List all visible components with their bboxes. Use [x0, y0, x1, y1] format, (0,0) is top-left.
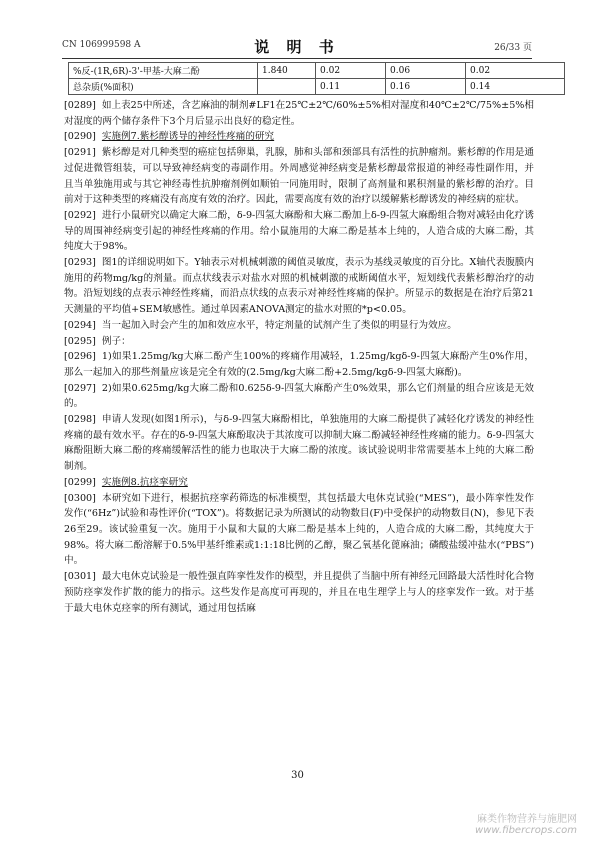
table-cell: 0.02 — [316, 63, 386, 79]
paragraph-0293 — [64, 255, 534, 318]
paragraph-text: 1)如果1.25mg/kg大麻二酚产生100%的疼痛作用减轻，1.25mg/kgδ-9-四氢大麻酚产生0%作用，那么一起加入的那些剂量应该是完全有效的(2.5mg/kg大麻二酚+2.5mg/kgδ-9-四氢大麻酚)。 — [64, 351, 534, 378]
paragraph-0299 — [64, 475, 534, 491]
table-cell: 0.11 — [316, 79, 386, 95]
table-cell: 0.06 — [386, 63, 466, 79]
paragraph-number: [0295] — [64, 335, 96, 347]
table-cell: 0.14 — [466, 79, 565, 95]
paragraph-number: [0298] — [64, 414, 96, 426]
paragraph-number: [0290] — [64, 131, 96, 143]
paragraph-0289 — [64, 98, 534, 129]
page-header — [62, 36, 532, 56]
page-info: 26/33 页 — [494, 43, 532, 53]
paragraph-number: [0299] — [64, 476, 96, 488]
paragraph-0301 — [64, 569, 534, 616]
paragraph-0292 — [64, 208, 534, 255]
paragraph-0300 — [64, 491, 534, 570]
paragraph-number: [0297] — [64, 382, 96, 394]
paragraph-0291 — [64, 145, 534, 208]
stability-table — [68, 62, 565, 95]
section-heading: 实施例7.紫杉醇诱导的神经性疼痛的研究 — [101, 131, 275, 143]
paragraph-0290 — [64, 129, 534, 145]
paragraph-number: [0300] — [64, 492, 96, 504]
paragraph-text: 紫杉醇是对几种类型的癌症包括卵巢，乳腺，肺和头部和颈部具有活性的抗肿瘤剂。紫杉醇的作用是通过促进微管组装，可以导致神经病变的毒副作用。外周感觉神经病变是紫杉醇最常报道的神经毒性副作用，并且当单独施用或与其它神经毒性抗肿瘤剂例如顺铂一同施用时，限制了高剂量和累积剂量的紫杉醇的治疗。目前对于这种类型的疼痛没有高度有效的治疗。因此，需要高度有效的治疗以缓解紫杉醇诱发的神经病的症状。 — [64, 147, 534, 206]
paragraph-text: 当一起加入时会产生的加和效应水平，特定剂量的试剂产生了类似的明显行为效应。 — [101, 319, 457, 331]
paragraph-number: [0292] — [64, 209, 96, 221]
watermark-url: www.fibercrops.com — [475, 825, 577, 836]
paragraph-text: 2)如果0.625mg/kg大麻二酚和0.625δ-9-四氢大麻酚产生0%效果，那么它们剂量的组合应该是无效的。 — [64, 382, 534, 410]
paragraph-text: 申请人发现(如图1所示)，与δ-9-四氢大麻酚相比，单独施用的大麻二酚提供了减轻化疗诱发的神经性疼痛的最有效水平。存在的δ-9-四氢大麻酚取决于其浓度可以抑制大麻二酚减轻神经性疼痛的能力。δ-9-四氢大麻酚阻断大麻二酚的疼痛缓解活性的能力也取决于大麻二酚的浓度。该试验说明非常需要基本上纯的大麻二酚制剂。 — [64, 414, 534, 473]
table-cell: 0.16 — [386, 79, 466, 95]
section-heading: 实施例8.抗痉挛研究 — [101, 476, 188, 488]
paragraph-number: [0291] — [64, 147, 96, 159]
paragraph-number: [0294] — [64, 319, 96, 331]
table-cell — [258, 79, 316, 95]
paragraph-0296 — [64, 349, 534, 380]
page-number: 30 — [291, 770, 304, 781]
watermark-site-name: 麻类作物营养与施肥网 — [477, 814, 577, 825]
table-cell: 总杂质(%面积) — [69, 79, 258, 95]
document-body — [64, 98, 534, 616]
paragraph-text: 进行小鼠研究以确定大麻二酚，δ-9-四氢大麻酚和大麻二酚加上δ-9-四氢大麻酚组合物对减轻由化疗诱导的周围神经病变引起的神经性疼痛的作用。给小鼠施用的大麻二酚是基本上纯的，人造合成的大麻二酚，其纯度大于98%。 — [64, 209, 534, 253]
paragraph-number: [0301] — [64, 571, 96, 583]
paragraph-text: 图1的详细说明如下。Y轴表示对机械刺激的阈值灵敏度，表示为基线灵敏度的百分比。X轴代表腹膜内施用的药物mg/kg的剂量。而点状线表示对盐水对照的机械刺激的戒断阈值水平，短划线代表紫杉醇治疗的动物。沿短划线的点表示神经性疼痛，而沿点状线的点表示对神经性疼痛的保护。所显示的数据是在治疗后第21天测量的平均值+SEM敏感性。通过单因素ANOVA测定的盐水对照的*p<0.05。 — [64, 257, 534, 316]
watermark — [475, 810, 577, 836]
paragraph-0297 — [64, 381, 534, 412]
paragraph-text: 如上表25中所述，含艺麻油的制剂#LF1在25℃±2℃/60%±5%相对湿度和40℃±2℃/75%±5%相对湿度的两个储存条件下3个月后显示出良好的稳定性。 — [64, 100, 535, 127]
table-row — [69, 79, 565, 95]
table-row — [69, 63, 565, 79]
paragraph-number: [0293] — [64, 257, 96, 269]
paragraph-text: 最大电休克试验是一般性强直阵挛性发作的模型，并且提供了当脑中所有神经元回路最大活性时化合物预防痉挛发作扩散的能力的指示。这些发作是高度可再现的，并且在电生理学上与人的痉挛发作一致。对于基于最大电休克痉挛的所有测试，通过用包括麻 — [64, 571, 534, 614]
patent-number: CN 106999598 A — [62, 40, 141, 50]
paragraph-0295 — [64, 334, 534, 350]
table-cell: 0.02 — [466, 63, 565, 79]
paragraph-number: [0289] — [64, 100, 96, 111]
paragraph-number: [0296] — [64, 351, 96, 363]
header-divider — [62, 58, 532, 59]
table-cell: %反-(1R,6R)-3'-甲基-大麻二酚 — [69, 63, 258, 79]
paragraph-0294 — [64, 318, 534, 334]
document-type-title: 说 明 书 — [254, 38, 340, 56]
paragraph-0298 — [64, 412, 534, 475]
table-cell: 1.840 — [258, 63, 316, 79]
paragraph-text: 例子： — [101, 335, 131, 347]
paragraph-text: 本研究如下进行，根据抗痉挛药筛选的标准模型，其包括最大电休克试验(“MES”)，最小阵挛性发作发作(“6Hz”)试验和毒性评价(“TOX”)。将数据记录为所测试的动物数目(F)中受保护的动物数目(N)，参见下表26至29。该试验重复一次。施用于小鼠和大鼠的大麻二酚是基本上纯的，人造合成的大麻二酚，其纯度大于98%。将大麻二酚溶解于0.5%甲基纤维素或1:1:18比例的乙醇，聚乙氧基化蓖麻油；磷酸盐缓冲盐水(“PBS”)中。 — [64, 492, 534, 567]
